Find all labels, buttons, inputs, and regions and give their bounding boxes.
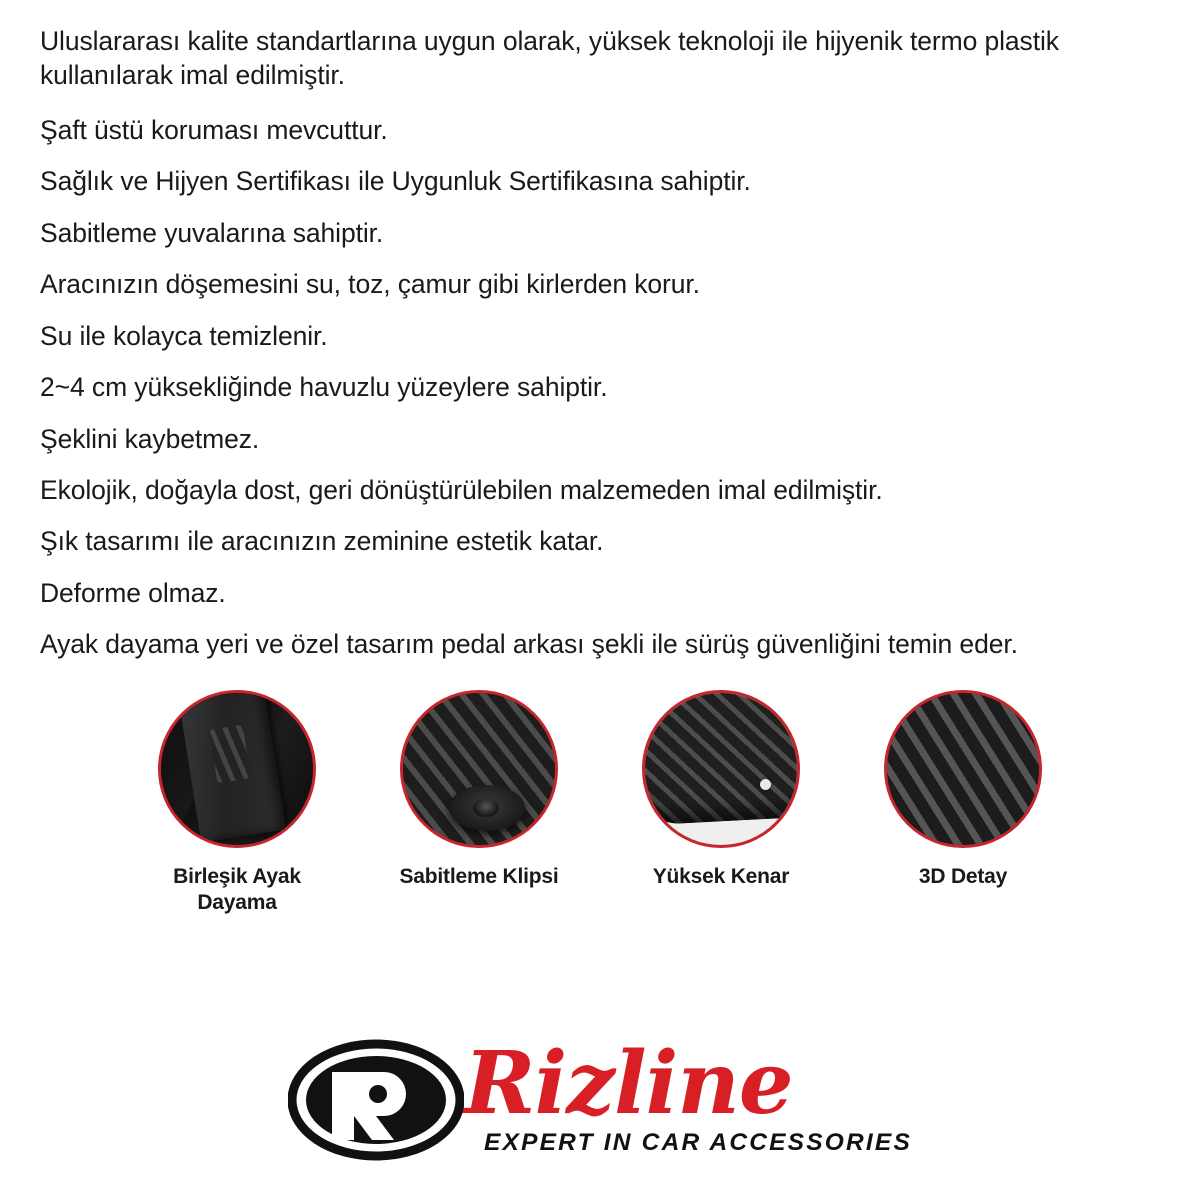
list-item: Uluslararası kalite standartlarına uygun olarak, yüksek teknoloji ile hijyenik termo plastik kullanılarak imal edilmiştir. [40,26,1059,91]
highlight-item-foot-rest [137,690,337,917]
fixing-clip-photo [400,690,558,848]
list-item: Şık tasarımı ile aracınızın zeminine estetik katar. [40,526,604,557]
highlight-caption: Birleşik Ayak Dayama [173,865,301,915]
highlight-caption: Yüksek Kenar [652,865,790,888]
list-item: Sabitleme yuvalarına sahiptir. [40,217,384,248]
highlight-row [0,690,1200,917]
list-item: Ekolojik, doğayla dost, geri dönüştürülebilen malzemeden imal edilmiştir. [40,474,883,505]
highlight-item-high-edge [621,690,821,917]
feature-list [40,24,1160,662]
list-item: Aracınızın döşemesini su, toz, çamur gibi kirlerden korur. [40,269,700,300]
brand-tagline: EXPERT IN CAR ACCESSORIES [483,1128,912,1156]
brand-name: Rizline [463,1033,793,1135]
list-item: Sağlık ve Hijyen Sertifikası ile Uygunluk Sertifikasına sahiptir. [40,166,751,197]
list-item: Şeklini kaybetmez. [40,423,260,454]
high-edge-photo [642,690,800,848]
list-item: Şaft üstü koruması mevcuttur. [40,114,388,145]
list-item: 2~4 cm yüksekliğinde havuzlu yüzeylere sahiptir. [40,372,608,403]
highlight-caption: 3D Detay [918,865,1008,888]
list-item: Su ile kolayca temizlenir. [40,320,328,351]
foot-rest-photo [158,690,316,848]
list-item: Deforme olmaz. [40,577,226,608]
brand-logo [0,1010,1200,1190]
rizline-r-oval-logo-icon [288,1038,464,1162]
highlight-caption: Sabitleme Klipsi [399,865,559,888]
highlight-item-3d-detail [863,690,1063,917]
3d-texture-photo [884,690,1042,848]
list-item: Ayak dayama yeri ve özel tasarım pedal arkası şekli ile sürüş güvenliğini temin eder. [40,629,1018,660]
highlight-item-fixing-clip [379,690,579,917]
